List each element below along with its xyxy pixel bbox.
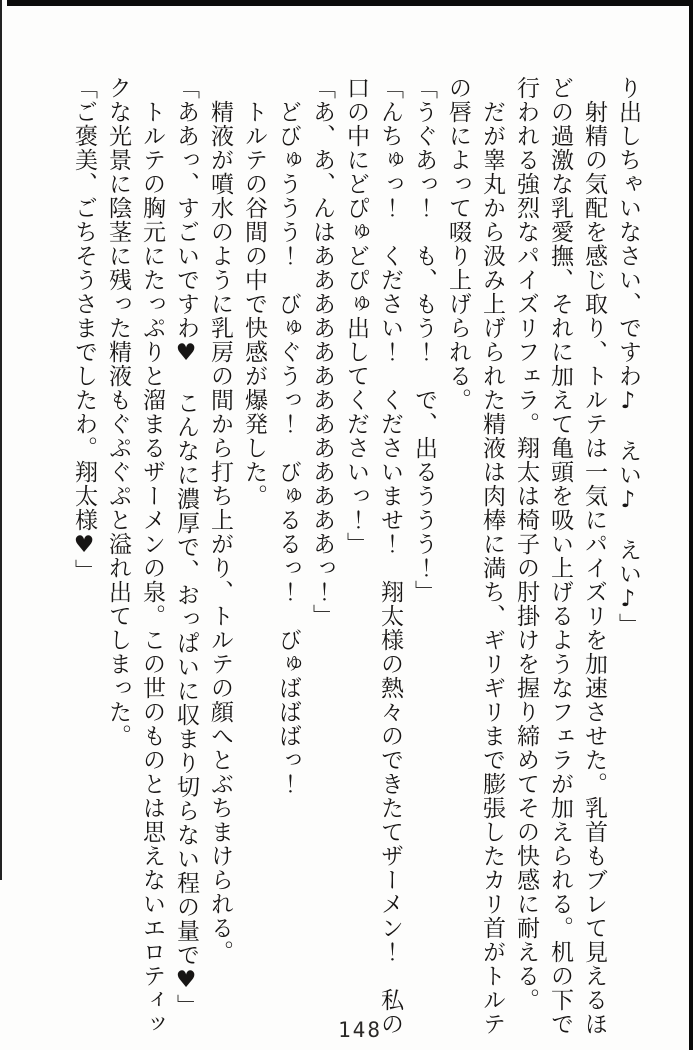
scan-edge-top (7, 0, 693, 6)
text-line: 行われる強烈なパイズリフェラ。翔太は椅子の肘掛けを握り締めてその快感に耐える。 (513, 76, 539, 1012)
text-line: トルテの谷間の中で快感が爆発した。 (241, 76, 267, 508)
text-line: 「ご褒美、ごちそうさまでしたわ。翔太様♥」 (71, 76, 97, 583)
text-line: クな光景に陰茎に残った精液もぐぷぐぷと溢れ出てしまった。 (105, 76, 131, 748)
text-line: 「んちゅっ！ ください！ くださいませ！ 翔太様の熱々のできたてザーメン！ 私の (377, 76, 403, 1036)
text-line: 「ああっ、すごいですわ♥ こんなに濃厚で、おっぱいに収まり切らない程の量で♥」 (173, 76, 199, 1018)
text-line: り出しちゃいなさい、ですわ♪ えい♪ えい♪」 (615, 76, 641, 637)
text-line: 精液が噴水のように乳房の間から打ち上がり、トルテの顔へとぶちまけられる。 (207, 76, 233, 964)
text-line: 「うぐあっ！ も、もう！ で、出るううう！」 (411, 76, 437, 604)
text-line: 口の中にどぴゅどぴゅ出してくださいっ！」 (343, 76, 369, 556)
text-line: どの過激な乳愛撫、それに加えて亀頭を吸い上げるようなフェラが加えられる。机の下で (547, 76, 573, 1036)
text-line: どびゅううう！ びゅぐうっ！ びゅるるっ！ びゅばばばっ！ (275, 76, 301, 796)
text-line: 「あ、あ、んはあああああああああああああっ！」 (309, 76, 335, 628)
scan-edge-right (689, 0, 693, 1050)
text-line: だが睾丸から汲み上げられた精液は肉棒に満ち、ギリギリまで膨張したカリ首がトルテ (479, 76, 505, 1036)
page-number: 148 (338, 1018, 382, 1042)
text-line: 射精の気配を感じ取り、トルテは一気にパイズリを加速させた。乳首もブレて見えるほ (581, 76, 607, 1036)
text-line: トルテの胸元にたっぷりと溜まるザーメンの泉。この世のものとは思えないエロティッ (139, 76, 165, 1036)
text-line: の唇によって啜り上げられる。 (445, 76, 471, 412)
scan-edge-left (0, 0, 2, 880)
